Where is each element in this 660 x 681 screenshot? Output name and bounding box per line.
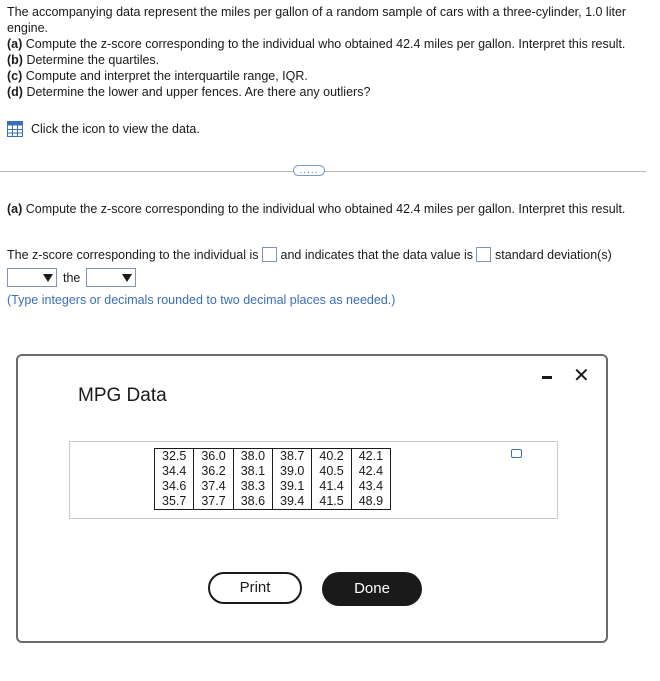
part-a-text: Compute the z-score corresponding to the individual who obtained 42.4 miles per gallon. Interpret this result. <box>25 37 626 51</box>
table-cell: 34.6 <box>155 479 194 494</box>
table-cell: 38.0 <box>233 449 272 465</box>
data-table-frame <box>69 441 558 519</box>
chevron-down-icon[interactable] <box>122 274 132 282</box>
answer-text-3: standard deviation(s) <box>495 247 612 262</box>
table-cell: 36.0 <box>194 449 233 465</box>
table-row <box>155 494 391 510</box>
view-data-link[interactable] <box>7 121 200 137</box>
table-cell: 42.4 <box>351 464 390 479</box>
question-part-d <box>7 84 637 100</box>
table-cell: 38.3 <box>233 479 272 494</box>
part-a-prompt-text: Compute the z-score corresponding to the individual who obtained 42.4 miles per gallon. Interpret this result. <box>25 202 626 216</box>
part-d-text: Determine the lower and upper fences. Are there any outliers? <box>26 85 371 99</box>
chevron-down-icon[interactable] <box>43 274 53 282</box>
expand-button[interactable]: ..... <box>293 165 325 176</box>
part-b-label: (b) <box>7 53 23 67</box>
print-button[interactable]: Print <box>208 572 302 604</box>
reference-dropdown[interactable] <box>86 268 136 287</box>
part-b-text: Determine the quartiles. <box>26 53 160 67</box>
table-row <box>155 464 391 479</box>
answer-row-2 <box>7 268 136 287</box>
answer-row-1 <box>7 247 612 262</box>
table-cell: 38.7 <box>273 449 312 465</box>
table-cell: 48.9 <box>351 494 390 510</box>
table-cell: 34.4 <box>155 464 194 479</box>
table-cell: 36.2 <box>194 464 233 479</box>
minimize-icon[interactable] <box>542 376 552 379</box>
data-table-icon[interactable] <box>7 121 23 137</box>
table-cell: 39.0 <box>273 464 312 479</box>
answer-text-1: The z-score corresponding to the individual is <box>7 247 259 262</box>
table-cell: 40.5 <box>312 464 351 479</box>
question-block <box>7 4 637 100</box>
table-cell: 39.1 <box>273 479 312 494</box>
table-cell: 37.7 <box>194 494 233 510</box>
std-dev-input[interactable] <box>476 247 491 262</box>
copy-icon[interactable] <box>511 449 522 458</box>
question-part-b <box>7 52 637 68</box>
table-cell: 40.2 <box>312 449 351 465</box>
table-cell: 39.4 <box>273 494 312 510</box>
done-button[interactable]: Done <box>322 572 422 606</box>
table-cell: 41.5 <box>312 494 351 510</box>
table-cell: 35.7 <box>155 494 194 510</box>
table-row <box>155 449 391 465</box>
mpg-data-table <box>154 448 391 510</box>
close-icon[interactable]: ✕ <box>573 365 590 387</box>
dialog-title: MPG Data <box>78 385 167 406</box>
table-cell: 42.1 <box>351 449 390 465</box>
part-a-prompt-label: (a) <box>7 202 23 216</box>
table-cell: 41.4 <box>312 479 351 494</box>
table-cell: 32.5 <box>155 449 194 465</box>
rounding-hint: (Type integers or decimals rounded to two decimal places as needed.) <box>7 293 396 307</box>
part-c-text: Compute and interpret the interquartile range, IQR. <box>25 69 308 83</box>
table-cell: 43.4 <box>351 479 390 494</box>
answer-text-4: the <box>63 270 81 285</box>
answer-text-2: and indicates that the data value is <box>280 247 474 262</box>
part-a-label: (a) <box>7 37 23 51</box>
direction-dropdown[interactable] <box>7 268 57 287</box>
mpg-data-dialog <box>16 354 608 643</box>
part-c-label: (c) <box>7 69 23 83</box>
z-score-input[interactable] <box>262 247 277 262</box>
view-data-text[interactable]: Click the icon to view the data. <box>31 122 200 136</box>
question-intro: The accompanying data represent the miles per gallon of a random sample of cars with a three-cylinder, 1.0 liter engine. <box>7 5 627 35</box>
table-cell: 38.6 <box>233 494 272 510</box>
table-cell: 38.1 <box>233 464 272 479</box>
part-d-label: (d) <box>7 85 23 99</box>
table-row <box>155 479 391 494</box>
question-part-a <box>7 36 637 52</box>
table-cell: 37.4 <box>194 479 233 494</box>
question-part-c <box>7 68 637 84</box>
part-a-prompt <box>7 201 637 217</box>
